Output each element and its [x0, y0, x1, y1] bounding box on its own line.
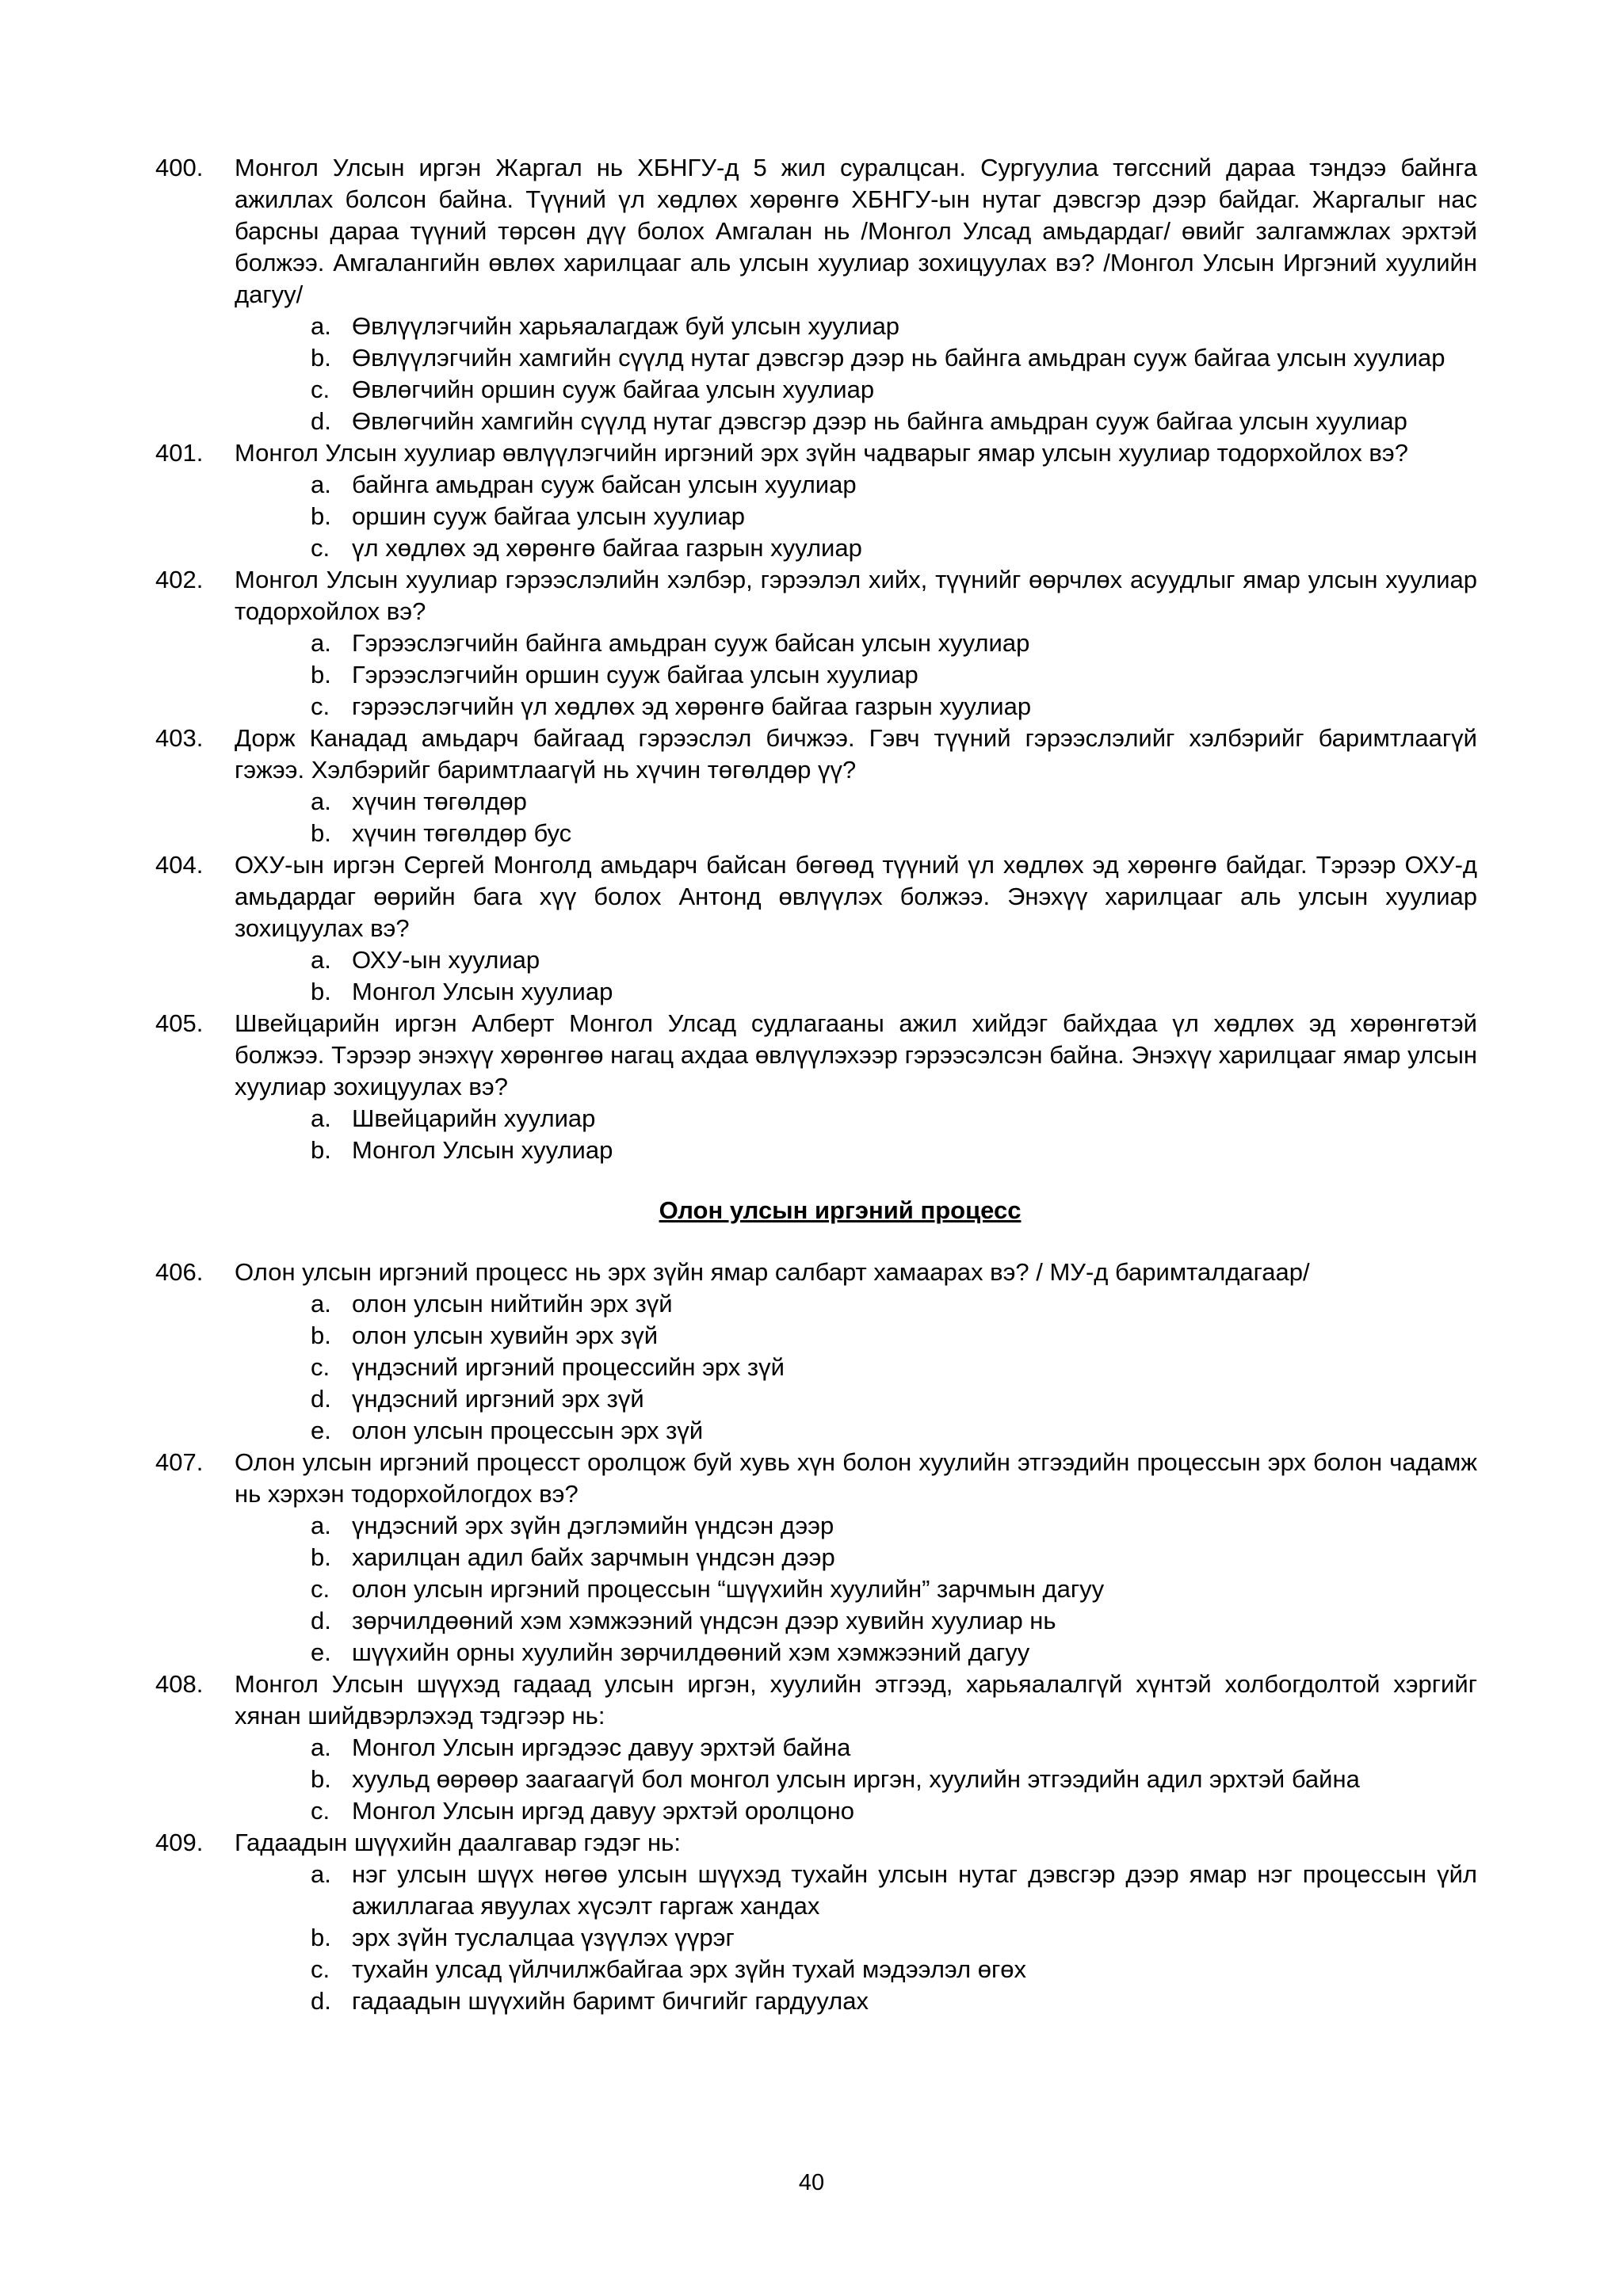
- option-text: хүчин төгөлдөр: [352, 788, 527, 815]
- answer-option: [155, 944, 1477, 976]
- option-text: зөрчилдөөний хэм хэмжээний үндсэн дээр хувийн хуулиар нь: [352, 1607, 1056, 1634]
- page-number: 40: [798, 2170, 825, 2195]
- option-letter: b.: [311, 1136, 331, 1164]
- option-letter: c.: [311, 692, 330, 720]
- answer-option: [155, 976, 1477, 1008]
- answer-option: [155, 1954, 1477, 1985]
- question: [155, 723, 1477, 786]
- answer-option: [155, 1922, 1477, 1954]
- option-letter: b.: [311, 1322, 331, 1349]
- option-letter: d.: [311, 1385, 331, 1413]
- answer-option: [155, 1637, 1477, 1669]
- question: [155, 1008, 1477, 1103]
- option-letter: d.: [311, 1607, 331, 1634]
- option-letter: b.: [311, 1543, 331, 1571]
- option-letter: d.: [311, 1987, 331, 2015]
- question: [155, 1447, 1477, 1510]
- option-text: Өвлүүлэгчийн хамгийн сүүлд нутаг дэвсгэр дээр нь байнга амьдран сууж байгаа улсын хуулиар: [352, 344, 1445, 372]
- question-number: 408.: [155, 1670, 204, 1698]
- question-text: Монгол Улсын хуулиар гэрээслэлийн хэлбэр, гэрээлэл хийх, түүнийг өөрчлөх асуудлыг ямар улсын хуулиар тодорхойлох вэ?: [235, 566, 1477, 625]
- answer-option: [155, 1859, 1477, 1922]
- answer-options: [155, 1288, 1477, 1447]
- answer-option: [155, 1135, 1477, 1166]
- option-text: Швейцарийн хуулиар: [352, 1104, 596, 1132]
- option-text: хуульд өөрөөр заагаагүй бол монгол улсын иргэн, хуулийн этгээдийн адил эрхтэй байна: [352, 1765, 1360, 1793]
- option-text: үл хөдлөх эд хөрөнгө байгаа газрын хуулиар: [352, 534, 862, 562]
- option-text: нэг улсын шүүх нөгөө улсын шүүхэд тухайн улсын нутаг дэвсгэр дээр ямар нэг процессын үйл ажиллагаа явуулах хүсэлт гаргаж хандах: [352, 1860, 1477, 1920]
- answer-options: [155, 1103, 1477, 1166]
- question-number: 401.: [155, 439, 204, 467]
- option-text: үндэсний иргэний эрх зүй: [352, 1385, 644, 1413]
- question-text: Олон улсын иргэний процесст оролцож буй хувь хүн болон хуулийн этгээдийн процессын эрх болон чадамж нь хэрхэн тодорхойлогдох вэ?: [235, 1448, 1477, 1508]
- option-text: оршин сууж байгаа улсын хуулиар: [352, 502, 746, 530]
- question-text: Монгол Улсын хуулиар өвлүүлэгчийн иргэний эрх зүйн чадварыг ямар улсын хуулиар тодорхойлох вэ?: [235, 439, 1408, 467]
- question-number: 403.: [155, 724, 204, 752]
- option-letter: c.: [311, 534, 330, 562]
- option-letter: b.: [311, 661, 331, 688]
- option-text: эрх зүйн туслалцаа үзүүлэх үүрэг: [352, 1924, 735, 1951]
- question-text: Монгол Улсын шүүхэд гадаад улсын иргэн, хуулийн этгээд, харьяалалгүй хүнтэй холбогдолтой хэргийг хянан шийдвэрлэхэд тэдгээр нь:: [235, 1670, 1477, 1730]
- question-text: Гадаадын шүүхийн даалгавар гэдэг нь:: [235, 1829, 681, 1856]
- answer-options: [155, 1859, 1477, 2017]
- answer-options: [155, 786, 1477, 849]
- answer-options: [155, 311, 1477, 437]
- document-page: [155, 152, 1477, 2017]
- answer-option: [155, 311, 1477, 342]
- option-letter: a.: [311, 1512, 331, 1539]
- option-letter: a.: [311, 946, 331, 974]
- question: [155, 1257, 1477, 1288]
- question: [155, 1827, 1477, 1859]
- answer-option: [155, 374, 1477, 406]
- option-letter: c.: [311, 1575, 330, 1603]
- option-text: олон улсын иргэний процессын “шүүхийн хуулийн” зарчмын дагуу: [352, 1575, 1105, 1603]
- option-letter: c.: [311, 1797, 330, 1825]
- option-text: харилцан адил байх зарчмын үндсэн дээр: [352, 1543, 835, 1571]
- answer-option: [155, 1542, 1477, 1573]
- option-text: гадаадын шүүхийн баримт бичгийг гардуулах: [352, 1987, 869, 2015]
- question-list-inheritance: [155, 152, 1477, 1166]
- option-text: Монгол Улсын хуулиар: [352, 978, 613, 1005]
- answer-option: [155, 627, 1477, 659]
- option-letter: b.: [311, 978, 331, 1005]
- question-number: 406.: [155, 1258, 204, 1286]
- option-letter: b.: [311, 502, 331, 530]
- option-letter: a.: [311, 312, 331, 340]
- option-text: гэрээслэгчийн үл хөдлөх эд хөрөнгө байгаа газрын хуулиар: [352, 692, 1032, 720]
- option-text: Монгол Улсын иргэд давуу эрхтэй оролцоно: [352, 1797, 855, 1825]
- option-letter: c.: [311, 1955, 330, 1983]
- question-number: 409.: [155, 1829, 204, 1856]
- option-text: үндэсний иргэний процессийн эрх зүй: [352, 1353, 785, 1381]
- option-text: Өвлөгчийн оршин сууж байгаа улсын хуулиар: [352, 376, 875, 403]
- answer-option: [155, 818, 1477, 849]
- answer-option: [155, 1605, 1477, 1637]
- answer-options: [155, 1732, 1477, 1827]
- section-title: Олон улсын иргэний процесс: [659, 1196, 1022, 1224]
- answer-option: [155, 532, 1477, 564]
- question-number: 402.: [155, 566, 204, 593]
- answer-option: [155, 1415, 1477, 1447]
- answer-option: [155, 1732, 1477, 1764]
- answer-options: [155, 944, 1477, 1008]
- option-text: шүүхийн орны хуулийн зөрчилдөөний хэм хэмжээний дагуу: [352, 1638, 1030, 1666]
- answer-option: [155, 691, 1477, 723]
- answer-option: [155, 1103, 1477, 1135]
- option-text: Гэрээслэгчийн байнга амьдран сууж байсан улсын хуулиар: [352, 629, 1030, 657]
- option-letter: e.: [311, 1638, 331, 1666]
- option-text: олон улсын нийтийн эрх зүй: [352, 1290, 673, 1318]
- answer-option: [155, 1510, 1477, 1542]
- option-text: Монгол Улсын иргэдээс давуу эрхтэй байна: [352, 1733, 851, 1761]
- answer-option: [155, 1383, 1477, 1415]
- option-letter: b.: [311, 1924, 331, 1951]
- question-text: Монгол Улсын иргэн Жаргал нь ХБНГУ-д 5 жил суралцсан. Сургуулиа төгссний дараа тэндээ байнга ажиллах болсон байна. Түүний үл хөдлөх хөрөнгө ХБНГУ-ын нутаг дэвсгэр дээр байдаг. Жаргалыг нас барсны дараа түүний төрсөн дүү болох Амгалан нь /Монгол Улсад амьдардаг/ өвийг залгамжлах эрхтэй болжээ. Амгалангийн өвлөх харилцааг аль улсын хуулиар зохицуулах вэ? /Монгол Улсын Иргэний хуулийн дагуу/: [235, 154, 1477, 308]
- option-text: Өвлүүлэгчийн харьяалагдаж буй улсын хуулиар: [352, 312, 900, 340]
- option-text: ОХУ-ын хуулиар: [352, 946, 540, 974]
- option-letter: a.: [311, 629, 331, 657]
- option-letter: a.: [311, 788, 331, 815]
- option-letter: b.: [311, 344, 331, 372]
- answer-option: [155, 659, 1477, 691]
- answer-option: [155, 1352, 1477, 1383]
- answer-option: [155, 1795, 1477, 1827]
- option-letter: e.: [311, 1417, 331, 1444]
- question-number: 405.: [155, 1009, 204, 1037]
- option-letter: c.: [311, 1353, 330, 1381]
- answer-option: [155, 1985, 1477, 2017]
- answer-option: [155, 1288, 1477, 1320]
- answer-option: [155, 1573, 1477, 1605]
- question: [155, 564, 1477, 627]
- question-number: 400.: [155, 154, 204, 181]
- option-text: Монгол Улсын хуулиар: [352, 1136, 613, 1164]
- option-text: хүчин төгөлдөр бус: [352, 819, 572, 847]
- option-text: Өвлөгчийн хамгийн сүүлд нутаг дэвсгэр дээр нь байнга амьдран сууж байгаа улсын хуулиар: [352, 407, 1407, 435]
- option-letter: a.: [311, 471, 331, 498]
- answer-options: [155, 627, 1477, 723]
- answer-option: [155, 1764, 1477, 1795]
- question: [155, 1669, 1477, 1732]
- question: [155, 437, 1477, 469]
- question-text: Дорж Канадад амьдарч байгаад гэрээслэл бичжээ. Гэвч түүний гэрээслэлийг хэлбэрийг баримтлаагүй гэжээ. Хэлбэрийг баримтлаагүй нь хүчин төгөлдөр үү?: [235, 724, 1477, 784]
- option-letter: a.: [311, 1290, 331, 1318]
- question: [155, 152, 1477, 311]
- answer-options: [155, 469, 1477, 564]
- question-number: 404.: [155, 851, 204, 879]
- answer-option: [155, 406, 1477, 437]
- option-letter: b.: [311, 1765, 331, 1793]
- option-letter: a.: [311, 1860, 331, 1888]
- answer-option: [155, 501, 1477, 532]
- option-letter: c.: [311, 376, 330, 403]
- answer-option: [155, 786, 1477, 818]
- answer-option: [155, 469, 1477, 501]
- question-number: 407.: [155, 1448, 204, 1476]
- question-text: Швейцарийн иргэн Алберт Монгол Улсад судлагааны ажил хийдэг байхдаа үл хөдлөх эд хөрөнгөтэй болжээ. Тэрээр энэхүү хөрөнгөө нагац ахдаа өвлүүлэхээр гэрээсэлсэн байна. Энэхүү харилцааг ямар улсын хуулиар зохицуулах вэ?: [235, 1009, 1477, 1100]
- option-text: олон улсын процессын эрх зүй: [352, 1417, 704, 1444]
- question-list-civil-procedure: [155, 1257, 1477, 2017]
- option-text: олон улсын хувийн эрх зүй: [352, 1322, 659, 1349]
- answer-options: [155, 1510, 1477, 1669]
- option-letter: a.: [311, 1104, 331, 1132]
- question-text: ОХУ-ын иргэн Сергей Монголд амьдарч байсан бөгөөд түүний үл хөдлөх эд хөрөнгө байдаг. Тэрээр ОХУ-д амьдардаг өөрийн бага хүү болох Антонд өвлүүлэх болжээ. Энэхүү харилцааг аль улсын хуулиар зохицуулах вэ?: [235, 851, 1477, 942]
- option-text: тухайн улсад үйлчилжбайгаа эрх зүйн тухай мэдээлэл өгөх: [352, 1955, 1027, 1983]
- option-letter: a.: [311, 1733, 331, 1761]
- question-text: Олон улсын иргэний процесс нь эрх зүйн ямар салбарт хамаарах вэ? / МУ-д баримталдагаар/: [235, 1258, 1310, 1286]
- question: [155, 849, 1477, 944]
- answer-option: [155, 342, 1477, 374]
- option-text: Гэрээслэгчийн оршин сууж байгаа улсын хуулиар: [352, 661, 918, 688]
- option-letter: d.: [311, 407, 331, 435]
- option-letter: b.: [311, 819, 331, 847]
- option-text: үндэсний эрх зүйн дэглэмийн үндсэн дээр: [352, 1512, 834, 1539]
- option-text: байнга амьдран сууж байсан улсын хуулиар: [352, 471, 857, 498]
- answer-option: [155, 1320, 1477, 1352]
